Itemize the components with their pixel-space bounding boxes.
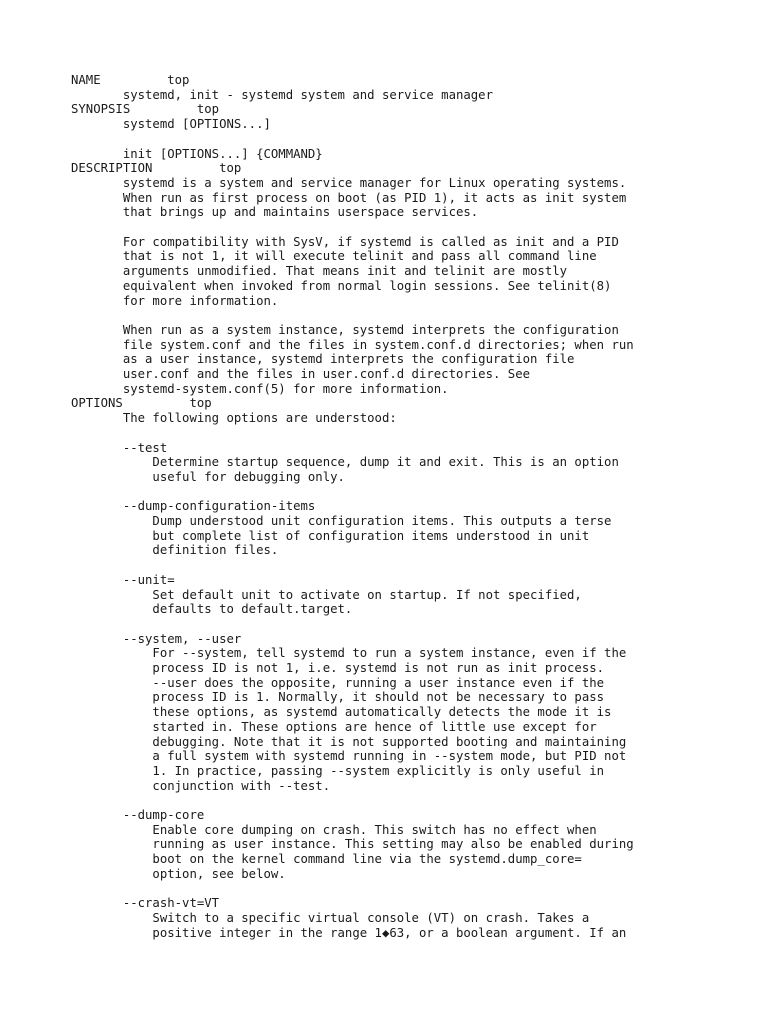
man-line: For --system, tell systemd to run a system instance, even if the (71, 646, 627, 661)
man-line: Set default unit to activate on startup. If not specified, (71, 587, 582, 602)
man-line: SYNOPSIS top (71, 102, 220, 117)
man-line: systemd [OPTIONS...] (71, 117, 271, 132)
man-line: running as user instance. This setting may also be enabled during (71, 837, 634, 852)
man-line: file system.conf and the files in system.conf.d directories; when run (71, 337, 634, 352)
man-line: OPTIONS top (71, 396, 212, 411)
man-line: user.conf and the files in user.conf.d directories. See (71, 367, 531, 381)
man-line: process ID is 1. Normally, it should not be necessary to pass (71, 690, 605, 705)
man-line: 1. In practice, passing --system explicitly is only useful in (71, 763, 605, 778)
man-line: for more information. (71, 293, 279, 308)
man-line: arguments unmodified. That means init and telinit are mostly (71, 264, 568, 279)
man-line: started in. These options are hence of little use except for (71, 719, 597, 734)
man-line: --dump-configuration-items (71, 499, 316, 514)
man-line: defaults to default.target. (71, 602, 353, 617)
man-line: Enable core dumping on crash. This switch has no effect when (71, 822, 597, 837)
man-line: that brings up and maintains userspace services. (71, 205, 479, 220)
man-line: debugging. Note that it is not supported booting and maintaining (71, 734, 627, 749)
man-line: For compatibility with SysV, if systemd is called as init and a PID (71, 234, 619, 249)
man-line: useful for debugging only. (71, 469, 345, 484)
man-line: Dump understood unit configuration items. This outputs a terse (71, 514, 612, 528)
man-line: When run as a system instance, systemd interprets the configuration (71, 322, 619, 337)
man-line: these options, as systemd automatically detects the mode it is (71, 705, 612, 720)
man-line: DESCRIPTION top (71, 161, 242, 176)
man-line: Determine startup sequence, dump it and exit. This is an option (71, 455, 619, 470)
man-line: a full system with systemd running in --system mode, but PID not (71, 749, 627, 764)
man-line: conjunction with --test. (71, 778, 331, 793)
man-line: definition files. (71, 543, 279, 558)
man-line: systemd-system.conf(5) for more information. (71, 381, 449, 396)
man-line: systemd is a system and service manager for Linux operating systems. (71, 175, 627, 190)
man-line: that is not 1, it will execute telinit and pass all command line (71, 249, 597, 264)
man-line: process ID is not 1, i.e. systemd is not run as init process. (71, 661, 605, 675)
man-line: The following options are understood: (71, 411, 397, 426)
man-line: Switch to a specific virtual console (VT) on crash. Takes a (71, 910, 590, 925)
man-line: positive integer in the range 1◆63, or a boolean argument. If an (71, 925, 627, 940)
man-line: but complete list of configuration items understood in unit (71, 528, 590, 543)
man-line: --crash-vt=VT (71, 896, 220, 911)
man-line: equivalent when invoked from normal login sessions. See telinit(8) (71, 278, 612, 293)
man-line: --system, --user (71, 631, 242, 646)
man-line: init [OPTIONS...] {COMMAND} (71, 146, 323, 161)
man-line: When run as first process on boot (as PID 1), it acts as init system (71, 190, 627, 205)
man-line: --unit= (71, 572, 175, 587)
man-line: --test (71, 440, 168, 455)
man-line: systemd, init - systemd system and service manager (71, 87, 493, 102)
man-line: --user does the opposite, running a user instance even if the (71, 675, 605, 690)
man-line: option, see below. (71, 866, 286, 881)
man-line: --dump-core (71, 808, 205, 822)
man-line: boot on the kernel command line via the systemd.dump_core= (71, 852, 582, 867)
man-line: NAME top (71, 73, 190, 87)
man-line: as a user instance, systemd interprets the configuration file (71, 352, 575, 367)
